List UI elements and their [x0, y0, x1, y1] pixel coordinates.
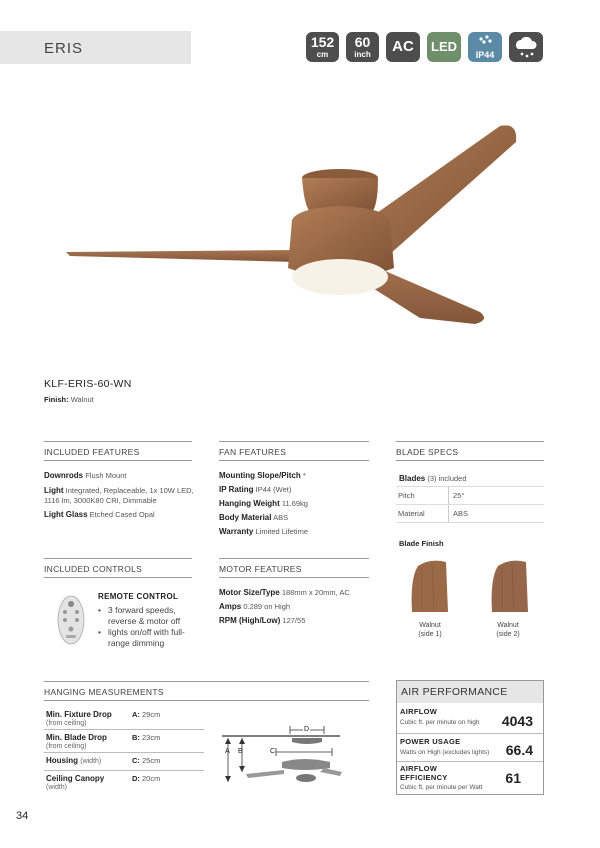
- diameter-cm-badge: 152 cm: [306, 32, 339, 62]
- blade-specs-heading: BLADE SPECS: [396, 441, 544, 461]
- table-row: Ceiling Canopy (width) D: 20cm: [46, 774, 161, 791]
- remote-feature-list: [98, 605, 193, 649]
- list-item: • 3 forward speeds, reverse & motor off: [98, 605, 193, 627]
- feature-downrods: Downrods Flush Mount: [44, 471, 127, 480]
- rain-drops-icon: [468, 32, 502, 46]
- fan-blade: [66, 250, 296, 262]
- diagram-label-a: A: [225, 748, 230, 755]
- hanging-measurements-heading: HANGING MEASUREMENTS: [44, 681, 369, 701]
- hanging-diagram: [220, 722, 360, 792]
- feature-ip-rating: IP Rating IP44 (Wet): [219, 485, 292, 494]
- ac-badge: AC: [386, 32, 420, 62]
- blade-swatch-label-2: Walnut (side 2): [496, 622, 520, 638]
- table-row: Pitch 25°: [396, 487, 544, 505]
- motor-size: Motor Size/Type 188mm x 20mm, AC: [219, 588, 350, 597]
- diagram-label-c: C: [270, 748, 276, 755]
- blade-swatch-side-2: [488, 558, 530, 614]
- weather-badge: [509, 32, 543, 62]
- led-badge: LED: [427, 32, 461, 62]
- included-controls-heading: INCLUDED CONTROLS: [44, 558, 192, 578]
- motor-rpm: RPM (High/Low) 127/55: [219, 616, 306, 625]
- power-usage-value: 66.4: [505, 742, 533, 758]
- page-title: ERIS: [44, 40, 84, 57]
- page-number: 34: [16, 810, 29, 822]
- diameter-inch-badge: 60 inch: [346, 32, 379, 62]
- air-performance-heading: AIR PERFORMANCE: [397, 681, 543, 703]
- motor-amps: Amps 0.289 on High: [219, 602, 291, 611]
- light-glass: [292, 259, 388, 295]
- ceiling-fan-image: [60, 120, 530, 330]
- feature-hanging-weight: Hanging Weight 11.69kg: [219, 499, 308, 508]
- table-row: Min. Blade Drop (from ceiling) B: 23cm: [44, 730, 204, 753]
- feature-light-glass: Light Glass Etched Cased Opal: [44, 510, 155, 519]
- finish-line: Finish: Walnut: [44, 395, 94, 404]
- feature-mounting-slope: Mounting Slope/Pitch *: [219, 471, 306, 480]
- motor-features-heading: MOTOR FEATURES: [219, 558, 369, 578]
- list-item: • lights on/off with full-range dimming: [98, 627, 193, 649]
- air-performance-box: [396, 680, 544, 795]
- table-row: Material ABS: [396, 505, 544, 523]
- remote-control-image: [56, 594, 86, 646]
- diagram-label-d: D: [304, 726, 310, 733]
- table-row: Housing (width) C: 25cm: [44, 753, 204, 771]
- feature-body-material: Body Material ABS: [219, 513, 289, 522]
- feature-warranty: Warranty Limited Lifetime: [219, 527, 309, 536]
- model-number: KLF-ERIS-60-WN: [44, 378, 132, 390]
- title-bar: [0, 31, 191, 64]
- hanging-table: [44, 707, 204, 794]
- blade-swatch-side-1: [408, 558, 450, 614]
- airflow-value: 4043: [501, 713, 533, 729]
- table-row: Min. Fixture Drop (from ceiling) A: 29cm: [44, 707, 204, 730]
- airflow-efficiency-row: AIRFLOW EFFICIENCY Cubic ft. per minute per Watt 61: [400, 764, 521, 791]
- included-features-heading: INCLUDED FEATURES: [44, 441, 192, 461]
- blade-finish-heading: Blade Finish: [399, 539, 444, 548]
- feature-light: Light Integrated, Replaceable, 1x 10W LED, 1116 lm, 3000K80 CRI, Dimmable: [44, 486, 194, 505]
- blade-swatch-label-1: Walnut (side 1): [418, 622, 442, 638]
- power-usage-row: POWER USAGE Watts on High (excludes lights) 66.4: [397, 734, 543, 762]
- blades-count: Blades (3) included: [399, 474, 467, 483]
- airflow-row: AIRFLOW Cubic ft. per minute on high 4043: [397, 703, 543, 734]
- diagram-label-b: B: [238, 748, 243, 755]
- ip44-badge: IP44: [468, 32, 502, 62]
- remote-control-heading: REMOTE CONTROL: [98, 592, 179, 601]
- fan-features-heading: FAN FEATURES: [219, 441, 369, 461]
- cloud-rain-icon: [509, 32, 543, 62]
- airflow-efficiency-value: 61: [505, 770, 521, 786]
- blade-spec-table: [396, 486, 544, 523]
